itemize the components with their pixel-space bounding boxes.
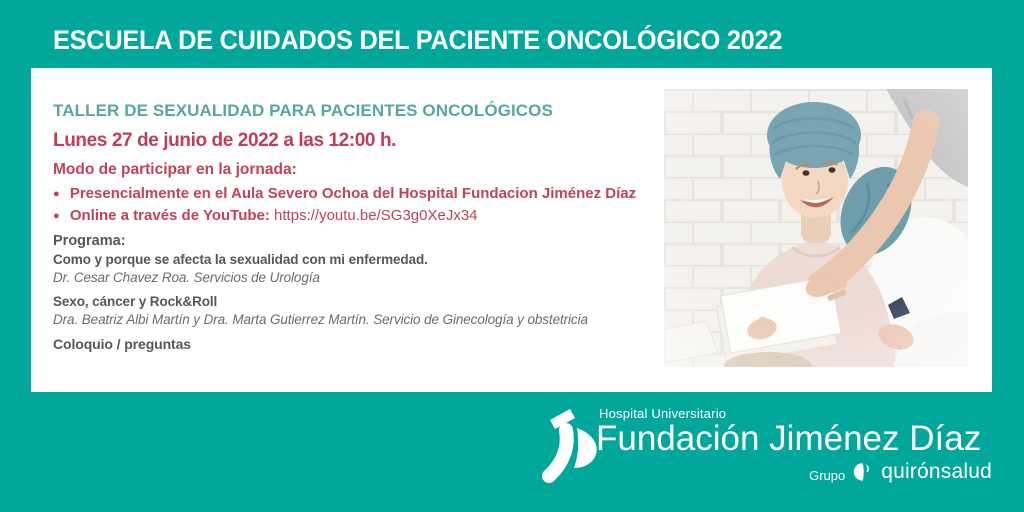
patient-photo-illustration bbox=[664, 89, 968, 367]
program-item-speaker: Dr. Cesar Chavez Roa. Servicios de Urología bbox=[53, 270, 320, 285]
hospital-name: Fundación Jiménez Díaz bbox=[596, 419, 982, 458]
program-label: Programa: bbox=[53, 233, 126, 249]
event-datetime: Lunes 27 de junio de 2022 a las 12:00 h. bbox=[53, 130, 397, 151]
quironsalud-icon bbox=[852, 461, 874, 483]
hospital-universitario-label: Hospital Universitario bbox=[599, 406, 727, 421]
event-heading: TALLER DE SEXUALIDAD PARA PACIENTES ONCOLÓGICOS bbox=[53, 101, 553, 120]
bullet-icon: ● bbox=[53, 188, 60, 200]
banner-title: ESCUELA DE CUIDADOS DEL PACIENTE ONCOLÓGICO 2022 bbox=[53, 25, 783, 55]
program-item-title: Como y porque se afecta la sexualidad con mi enfermedad. bbox=[53, 252, 428, 267]
bullet-presencial-text: Presencialmente en el Aula Severo Ochoa del Hospital Fundacion Jiménez Díaz bbox=[69, 185, 637, 202]
youtube-link[interactable]: https://youtu.be/SG3g0XeJx34 bbox=[274, 207, 478, 224]
program-item-speaker: Dra. Beatriz Albi Martín y Dra. Marta Gutierrez Martín. Servicio de Ginecología y obstetricia bbox=[53, 312, 588, 327]
patient-photo-svg bbox=[664, 89, 968, 367]
bullet-online-text: Online a través de YouTube: bbox=[69, 207, 270, 224]
grupo-label: Grupo bbox=[809, 467, 846, 483]
event-card bbox=[31, 68, 992, 392]
participation-label: Modo de participar en la jornada: bbox=[53, 161, 297, 178]
bullet-online bbox=[53, 207, 478, 224]
quironsalud-label: quirónsalud bbox=[881, 460, 992, 483]
bullet-icon: ● bbox=[53, 210, 60, 222]
program-item-title: Sexo, cáncer y Rock&Roll bbox=[53, 294, 218, 309]
program-item-title: Coloquio / preguntas bbox=[53, 336, 191, 352]
grupo-quironsalud bbox=[809, 458, 992, 486]
bullet-presencial bbox=[53, 185, 636, 202]
fjd-logo-icon bbox=[533, 403, 603, 489]
